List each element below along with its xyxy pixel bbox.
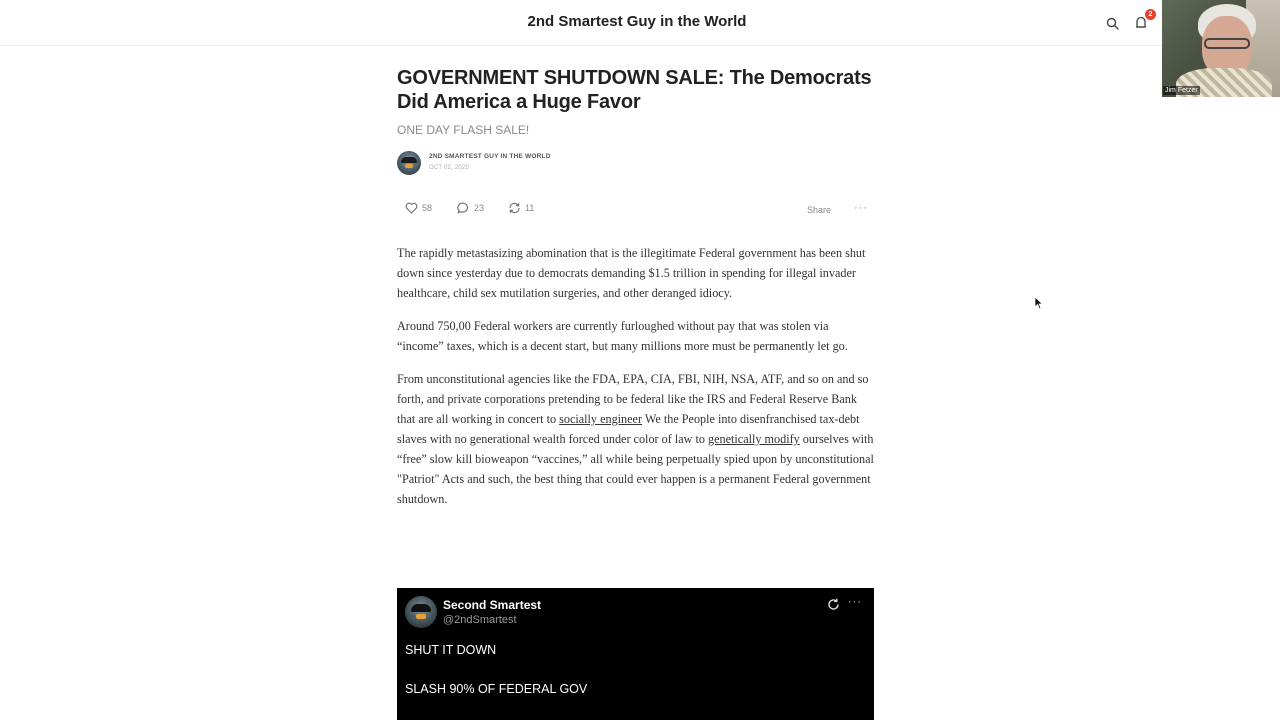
embed-author-avatar: [405, 596, 437, 628]
top-bar: [0, 0, 1280, 46]
refresh-icon[interactable]: [825, 596, 841, 612]
comment-count: 23: [474, 203, 485, 213]
author-name[interactable]: 2ND SMARTEST GUY IN THE WORLD: [429, 153, 551, 160]
webcam-overlay: [1162, 0, 1280, 97]
embed-author-name: Second Smartest: [443, 598, 542, 612]
embed-text-line-2: SLASH 90% OF FEDERAL GOV: [405, 682, 588, 696]
paragraph-3-text: "Patriot" Acts and such, the best thing that could ever happen is a permanent Federal government shutdown.: [397, 472, 871, 506]
notification-badge: 2: [1145, 9, 1156, 20]
restack-icon: [508, 202, 521, 214]
paragraph-3-text: From unconstitutional agencies like the FDA, EPA, CIA, FBI, NIH, NSA, ATF, and so on and so forth, and private corporations pretending to be federal like the IRS and Federal Reserve Bank that are all working in concert to: [397, 372, 869, 426]
webcam-person-glasses: [1204, 38, 1250, 49]
embedded-post[interactable]: [397, 588, 874, 720]
share-button[interactable]: Share: [807, 205, 832, 215]
article-body: [397, 243, 874, 522]
publish-date: OCT 02, 2025: [429, 165, 469, 171]
site-title[interactable]: 2nd Smartest Guy in the World: [527, 13, 747, 30]
article-headline: GOVERNMENT SHUTDOWN SALE: The Democrats Did America a Huge Favor: [397, 67, 872, 113]
restack-count: 11: [525, 203, 535, 213]
like-count: 58: [422, 203, 433, 213]
restack-button[interactable]: [508, 202, 534, 214]
heart-icon: [405, 202, 418, 214]
author-avatar[interactable]: [397, 151, 421, 175]
like-button[interactable]: [405, 202, 432, 214]
paragraph-3: [397, 369, 874, 509]
embed-author-handle: @2ndSmartest: [443, 614, 517, 626]
comment-icon: [457, 202, 470, 214]
paragraph-1: The rapidly metastasizing abomination that is the illegitimate Federal government has been shut down since yesterday due to democrats demanding $1.5 trillion in spending for illegal invader healthcare, child sex mutilation surgeries, and other deranged idiocy.: [397, 246, 866, 300]
article-actions: [397, 196, 874, 222]
mouse-cursor-icon: [1034, 296, 1044, 310]
search-icon[interactable]: [1103, 14, 1121, 32]
embed-text-line-1: SHUT IT DOWN: [405, 643, 497, 657]
webcam-name-label: Jim Fetzer: [1165, 87, 1198, 94]
byline: [397, 149, 874, 175]
comment-button[interactable]: [457, 202, 484, 214]
genetically-modify-link[interactable]: genetically modify: [708, 432, 800, 446]
more-options-button[interactable]: ···: [854, 202, 868, 214]
article: [397, 66, 874, 696]
embed-more-button[interactable]: ···: [848, 596, 862, 608]
paragraph-3-text: We the People into disenfranchised tax-debt slaves with no generational wealth forced under color of law to: [397, 412, 860, 446]
socially-engineer-link[interactable]: socially engineer: [559, 412, 643, 426]
article-subtitle: ONE DAY FLASH SALE!: [397, 123, 530, 137]
paragraph-3-text: ourselves with “free” slow kill bioweapon “vaccines,” all while being perpetually spied upon by unconstitutional: [397, 432, 874, 466]
paragraph-2: Around 750,00 Federal workers are currently furloughed without pay that was stolen via “income” taxes, which is a decent start, but many millions more must be permanently let go.: [397, 319, 848, 353]
